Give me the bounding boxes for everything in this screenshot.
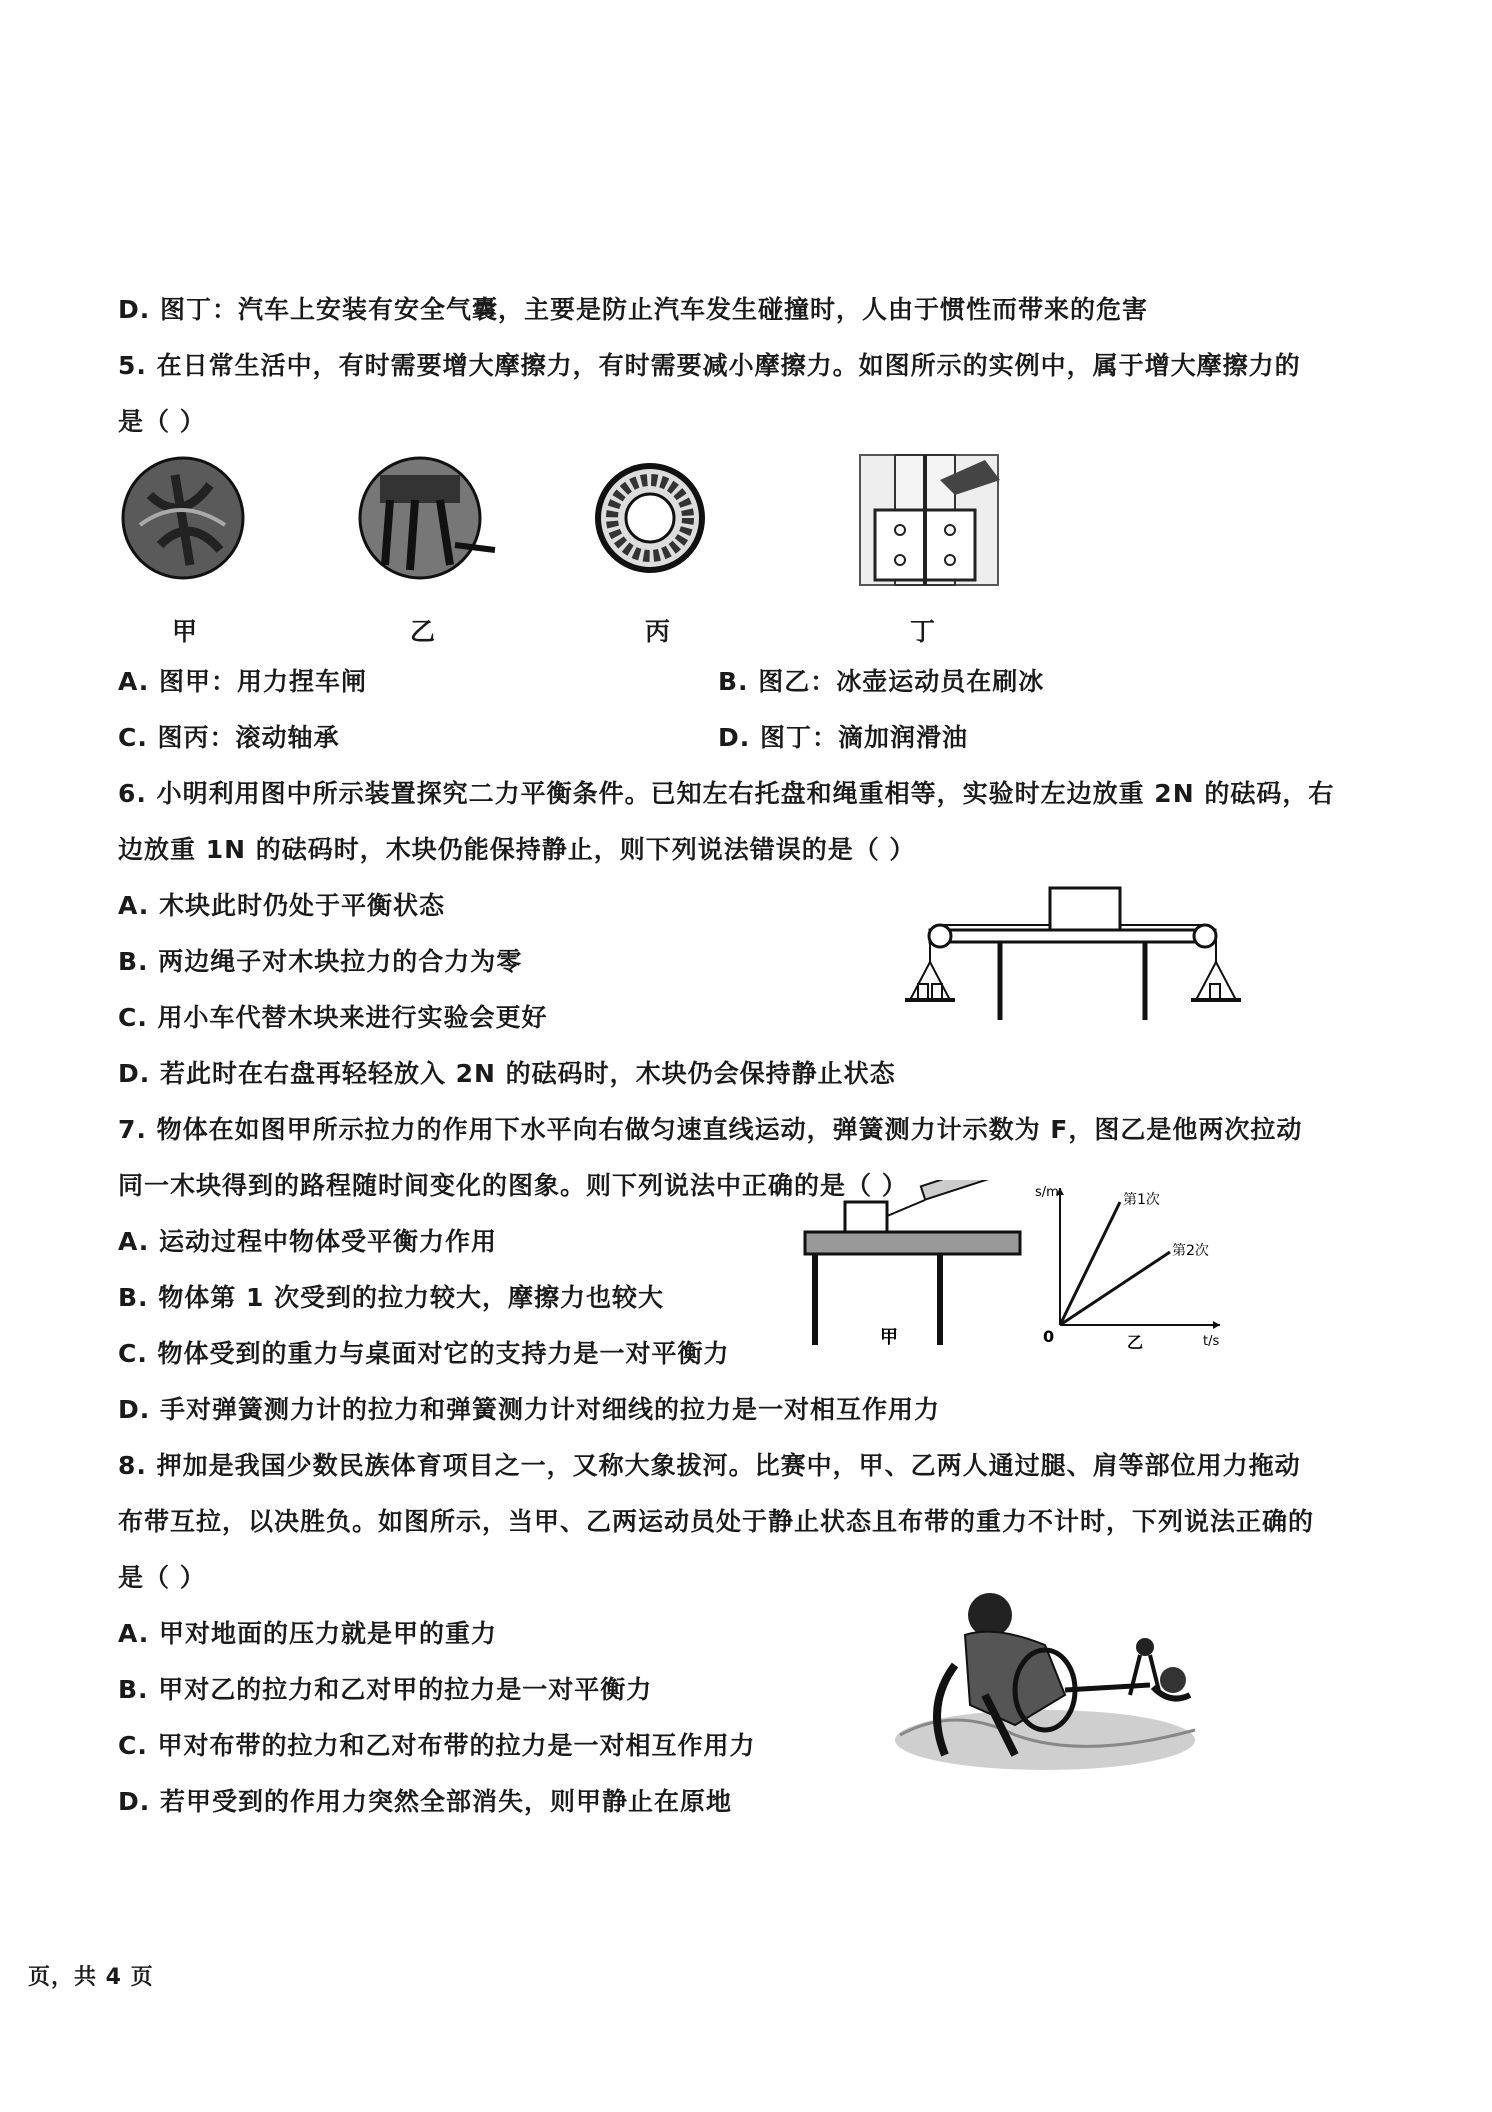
q7-label-jia: 甲 — [880, 1327, 898, 1348]
q8-stem: 8. 押加是我国少数民族体育项目之一，又称大象拔河。比赛中，甲、乙两人通过腿、肩等部位用力拖动 — [118, 1451, 1301, 1480]
q5-figure-yi — [355, 455, 505, 585]
q5-option-a: A. 图甲：用力捏车闸 — [118, 667, 368, 696]
q5-figure-ding — [855, 450, 1005, 590]
q6-stem: 6. 小明利用图中所示装置探究二力平衡条件。已知左右托盘和绳重相等，实验时左边放重 2N 的砝码，右 — [118, 779, 1335, 808]
q5-label-yi: 乙 — [410, 617, 436, 646]
q6-stem-cont: 边放重 1N 的砝码时，木块仍能保持静止，则下列说法错误的是（ ） — [118, 835, 916, 864]
q4-option-d: D. 图丁：汽车上安装有安全气囊，主要是防止汽车发生碰撞时，人由于惯性而带来的危害 — [118, 295, 1148, 324]
q6-apparatus-figure — [900, 880, 1245, 1030]
page-footer: 页，共 4 页 — [28, 1965, 154, 1990]
q7-option-a: A. 运动过程中物体受平衡力作用 — [118, 1227, 498, 1256]
q8-stem-cont-2: 是（ ） — [118, 1563, 206, 1592]
q6-option-a: A. 木块此时仍处于平衡状态 — [118, 891, 446, 920]
q8-stem-cont: 布带互拉，以决胜负。如图所示，当甲、乙两运动员处于静止状态且布带的重力不计时，下列说法正确的 — [118, 1507, 1315, 1536]
q5-label-ding: 丁 — [910, 617, 936, 646]
q7-graph-caption: 乙 — [1127, 1333, 1144, 1350]
q7-option-d: D. 手对弹簧测力计的拉力和弹簧测力计对细线的拉力是一对相互作用力 — [118, 1395, 940, 1424]
q7-graph-yi — [1035, 1180, 1230, 1350]
q5-option-c: C. 图丙：滚动轴承 — [118, 723, 340, 752]
q7-option-b: B. 物体第 1 次受到的拉力较大，摩擦力也较大 — [118, 1283, 665, 1312]
q5-figure-jia — [120, 455, 250, 585]
q5-option-b: B. 图乙：冰壶运动员在刷冰 — [718, 667, 1045, 696]
q5-stem: 5. 在日常生活中，有时需要增大摩擦力，有时需要减小摩擦力。如图所示的实例中，属于增大摩擦力的 — [118, 351, 1301, 380]
q7-option-c: C. 物体受到的重力与桌面对它的支持力是一对平衡力 — [118, 1339, 730, 1368]
q7-graph-ylabel: s/m — [1035, 1185, 1059, 1200]
q5-stem-cont: 是（ ） — [118, 407, 206, 436]
q7-graph-origin: 0 — [1043, 1327, 1055, 1346]
q6-option-d: D. 若此时在右盘再轻轻放入 2N 的砝码时，木块仍会保持静止状态 — [118, 1059, 896, 1088]
q7-figure-jia — [800, 1180, 1030, 1350]
q8-option-d: D. 若甲受到的作用力突然全部消失，则甲静止在原地 — [118, 1787, 732, 1816]
q7-graph-xlabel: t/s — [1203, 1334, 1220, 1349]
q7-graph-line2-label: 第2次 — [1172, 1243, 1209, 1259]
q7-stem-cont: 同一木块得到的路程随时间变化的图象。则下列说法中正确的是（ ） — [118, 1171, 908, 1200]
q8-yajia-photo — [895, 1585, 1205, 1775]
q7-stem: 7. 物体在如图甲所示拉力的作用下水平向右做匀速直线运动，弹簧测力计示数为 F，图乙是他两次拉动 — [118, 1115, 1303, 1144]
q5-label-jia: 甲 — [172, 617, 198, 646]
q8-option-b: B. 甲对乙的拉力和乙对甲的拉力是一对平衡力 — [118, 1675, 653, 1704]
q7-graph-line1-label: 第1次 — [1123, 1192, 1160, 1208]
q8-option-c: C. 甲对布带的拉力和乙对布带的拉力是一对相互作用力 — [118, 1731, 756, 1760]
q6-option-b: B. 两边绳子对木块拉力的合力为零 — [118, 947, 523, 976]
q5-option-d: D. 图丁：滴加润滑油 — [718, 723, 968, 752]
q5-label-bing: 丙 — [645, 617, 671, 646]
q6-option-c: C. 用小车代替木块来进行实验会更好 — [118, 1003, 548, 1032]
q8-option-a: A. 甲对地面的压力就是甲的重力 — [118, 1619, 498, 1648]
q5-figure-bing — [595, 455, 705, 585]
